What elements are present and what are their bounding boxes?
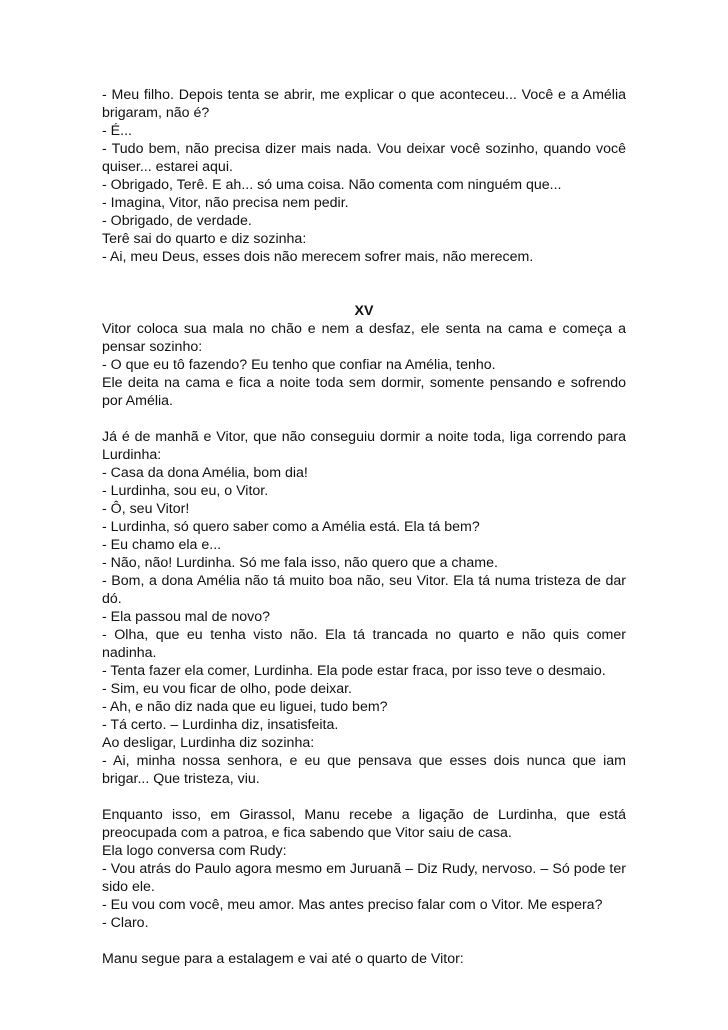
paragraph: - Bom, a dona Amélia não tá muito boa não, seu Vitor. Ela tá numa tristeza de dar dó.: [102, 573, 626, 607]
paragraph: - Tudo bem, não precisa dizer mais nada. Vou deixar você sozinho, quando você quiser... estarei aqui.: [102, 141, 626, 175]
paragraph: - Lurdinha, só quero saber como a Amélia está. Ela tá bem?: [102, 519, 480, 535]
paragraph: - Vou atrás do Paulo agora mesmo em Juruanã – Diz Rudy, nervoso. – Só pode ter sido ele.: [102, 861, 626, 895]
paragraph: - Tá certo. – Lurdinha diz, insatisfeita.: [102, 717, 339, 733]
paragraph: Vitor coloca sua mala no chão e nem a desfaz, ele senta na cama e começa a pensar sozinho:: [102, 321, 626, 355]
paragraph: - Ah, e não diz nada que eu liguei, tudo bem?: [102, 699, 388, 715]
spacer: [102, 932, 626, 950]
paragraph: - Imagina, Vitor, não precisa nem pedir.: [102, 195, 349, 211]
spacer: [102, 284, 626, 302]
paragraph: Ele deita na cama e fica a noite toda sem dormir, somente pensando e sofrendo por Amélia.: [102, 375, 626, 409]
paragraph: - Ai, meu Deus, esses dois não merecem sofrer mais, não merecem.: [102, 249, 534, 265]
paragraph: - Obrigado, de verdade.: [102, 213, 252, 229]
paragraph: Ao desligar, Lurdinha diz sozinha:: [102, 735, 315, 751]
paragraph: - Lurdinha, sou eu, o Vitor.: [102, 483, 269, 499]
paragraph: - Obrigado, Terê. E ah... só uma coisa. Não comenta com ninguém que...: [102, 177, 562, 193]
paragraph: - É...: [102, 123, 132, 139]
paragraph: Enquanto isso, em Girassol, Manu recebe a ligação de Lurdinha, que está preocupada com a patroa, e fica sabendo que Vitor saiu de casa.: [102, 807, 626, 841]
paragraph: - Eu vou com você, meu amor. Mas antes preciso falar com o Vitor. Me espera?: [102, 897, 603, 913]
paragraph: - Sim, eu vou ficar de olho, pode deixar.: [102, 681, 352, 697]
paragraph-group-4: [102, 806, 626, 932]
paragraph: - Tenta fazer ela comer, Lurdinha. Ela pode estar fraca, por isso teve o desmaio.: [102, 663, 606, 679]
paragraph: - Claro.: [102, 915, 149, 931]
spacer: [102, 266, 626, 284]
paragraph: - O que eu tô fazendo? Eu tenho que confiar na Amélia, tenho.: [102, 357, 496, 373]
paragraph: Ela logo conversa com Rudy:: [102, 843, 287, 859]
paragraph: - Ô, seu Vitor!: [102, 501, 190, 517]
paragraph-group-2: [102, 320, 626, 410]
paragraph: - Eu chamo ela e...: [102, 537, 222, 553]
paragraph: - Casa da dona Amélia, bom dia!: [102, 465, 308, 481]
document-page: [102, 86, 626, 968]
spacer: [102, 788, 626, 806]
paragraph-group-1: [102, 86, 626, 266]
paragraph: - Não, não! Lurdinha. Só me fala isso, não quero que a chame.: [102, 555, 498, 571]
paragraph: - Meu filho. Depois tenta se abrir, me explicar o que aconteceu... Você e a Amélia brigaram, não é?: [102, 87, 626, 121]
paragraph: - Olha, que eu tenha visto não. Ela tá trancada no quarto e não quis comer nadinha.: [102, 627, 626, 661]
paragraph: Já é de manhã e Vitor, que não conseguiu dormir a noite toda, liga correndo para Lurdinha:: [102, 429, 626, 463]
paragraph-group-5: [102, 950, 626, 968]
paragraph: Manu segue para a estalagem e vai até o quarto de Vitor:: [102, 951, 464, 967]
chapter-title: XV: [354, 303, 374, 319]
paragraph: - Ai, minha nossa senhora, e eu que pensava que esses dois nunca que iam brigar... Que tristeza, viu.: [102, 753, 626, 787]
paragraph: Terê sai do quarto e diz sozinha:: [102, 231, 307, 247]
paragraph: - Ela passou mal de novo?: [102, 609, 270, 625]
paragraph-group-3: [102, 428, 626, 788]
spacer: [102, 410, 626, 428]
